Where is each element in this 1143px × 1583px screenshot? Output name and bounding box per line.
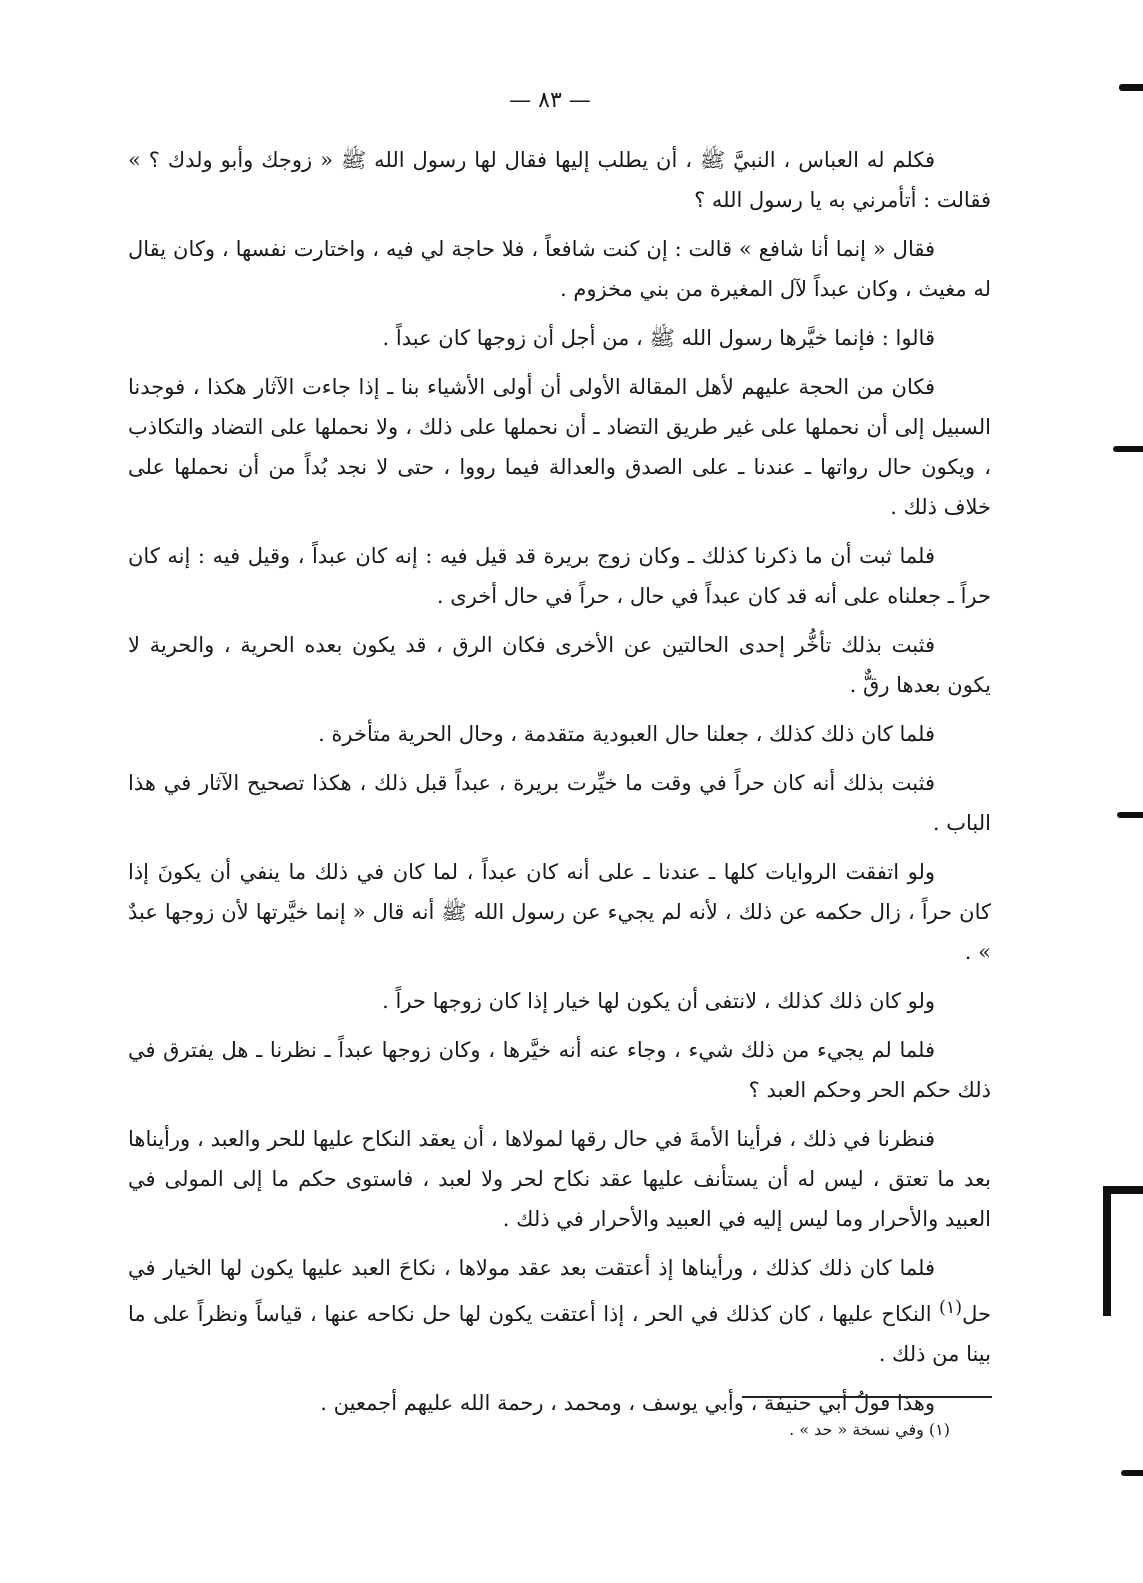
- page-body: [128, 140, 991, 1432]
- scan-edge-bracket: [1103, 1186, 1143, 1316]
- paragraph-11: فلما لم يجيء من ذلك شيء ، وجاء عنه أنه خيَّرها ، وكان زوجها عبداً ـ نظرنا ـ هل يفترق في ذلك حكم الحر وحكم العبد ؟: [128, 1038, 991, 1102]
- paragraph-13-head: فلما كان ذلك كذلك ، ورأيناها إذ أعتقت بعد عقد مولاها ، نكاحَ العبد عليها يكون لها الخيار في حل: [128, 1256, 991, 1326]
- paragraph-13-tail: النكاح عليها ، كان كذلك في الحر ، إذا أعتقت يكون لها حل نكاحه عنها ، قياساً ونظراً على ما بينا من ذلك .: [128, 1302, 991, 1366]
- scan-edge-mark: [1119, 84, 1143, 91]
- paragraph-6: فثبت بذلك تأخُّر إحدى الحالتين عن الأخرى فكان الرق ، قد يكون بعده الحرية ، والحرية لا يكون بعدها رقٌّ .: [128, 633, 991, 697]
- paragraph-4: فكان من الحجة عليهم لأهل المقالة الأولى أن أولى الأشياء بنا ـ إذا جاءت الآثار هكذا ، فوجدنا السبيل إلى أن نحملها على غير طريق التضاد ـ أن نحملها على ذلك ، ولا نحملها على التضاد والتكاذب ، ويكون حال رواتها ـ عندنا ـ على الصدق والعدالة فيما رووا ، حتى لا نجد بُداً من أن نحملها على خلاف ذلك .: [128, 375, 991, 519]
- paragraph-7: فلما كان ذلك كذلك ، جعلنا حال العبودية متقدمة ، وحال الحرية متأخرة .: [318, 722, 935, 746]
- paragraph-12: فنظرنا في ذلك ، فرأينا الأمةَ في حال رقها لمولاها ، أن يعقد النكاح عليها للحر والعبد ، ورأيناها بعد ما تعتق ، ليس له أن يستأنف عليها عقد نكاح لحر ولا لعبد ، فاستوى حكم ما إلى المولى في العبيد والأحرار وما ليس إليه في العبيد والأحرار في ذلك .: [128, 1127, 991, 1231]
- paragraph-10: ولو كان ذلك كذلك ، لانتفى أن يكون لها خيار إذا كان زوجها حراً .: [382, 989, 935, 1013]
- scan-edge-mark: [1121, 1470, 1143, 1476]
- paragraph-5: فلما ثبت أن ما ذكرنا كذلك ـ وكان زوج بريرة قد قيل فيه : إنه كان عبداً ، وقيل فيه : إنه كان حراً ـ جعلناه على أنه قد كان عبداً في حال ، حراً في حال أخرى .: [128, 544, 991, 608]
- footnote-divider: [742, 1396, 992, 1398]
- page-number: — ٨٣ —: [509, 88, 591, 113]
- paragraph-9: ولو اتفقت الروايات كلها ـ عندنا ـ على أنه كان عبداً ، لما كان في ذلك ما ينفي أن يكونَ إذا كان حراً ، زال حكمه عن ذلك ، لأنه لم يجيء عن رسول الله ﷺ أنه قال « إنما خيَّرتها لأن زوجها عبدٌ » .: [128, 860, 991, 964]
- paragraph-14: وهذا قولُ أبي حنيفة ، وأبي يوسف ، ومحمد ، رحمة الله عليهم أجمعين .: [320, 1391, 935, 1415]
- footnote: (١) وفي نسخة « حد » .: [789, 1420, 950, 1439]
- paragraph-8: فثبت بذلك أنه كان حراً في وقت ما خيِّرت بريرة ، عبداً قبل ذلك ، هكذا تصحيح الآثار في هذا الباب .: [128, 771, 991, 835]
- bracket-side-bar: [1103, 1186, 1111, 1316]
- paragraph-3: قالوا : فإنما خيَّرها رسول الله ﷺ ، من أجل أن زوجها كان عبداً .: [382, 326, 935, 350]
- footnote-marker: (١): [939, 1298, 963, 1318]
- paragraph-1: فكلم له العباس ، النبيَّ ﷺ ، أن يطلب إليها فقال لها رسول الله ﷺ « زوجك وأبو ولدك ؟ » فقالت : أتأمرني به يا رسول الله ؟: [128, 148, 991, 212]
- paragraph-2: فقال « إنما أنا شافع » قالت : إن كنت شافعاً ، فلا حاجة لي فيه ، واختارت نفسها ، وكان يقال له مغيث ، وكان عبداً لآل المغيرة من بني مخزوم .: [128, 237, 991, 301]
- scan-edge-mark: [1117, 812, 1143, 818]
- scan-edge-mark: [1113, 446, 1143, 452]
- paragraph-13: [128, 1248, 991, 1374]
